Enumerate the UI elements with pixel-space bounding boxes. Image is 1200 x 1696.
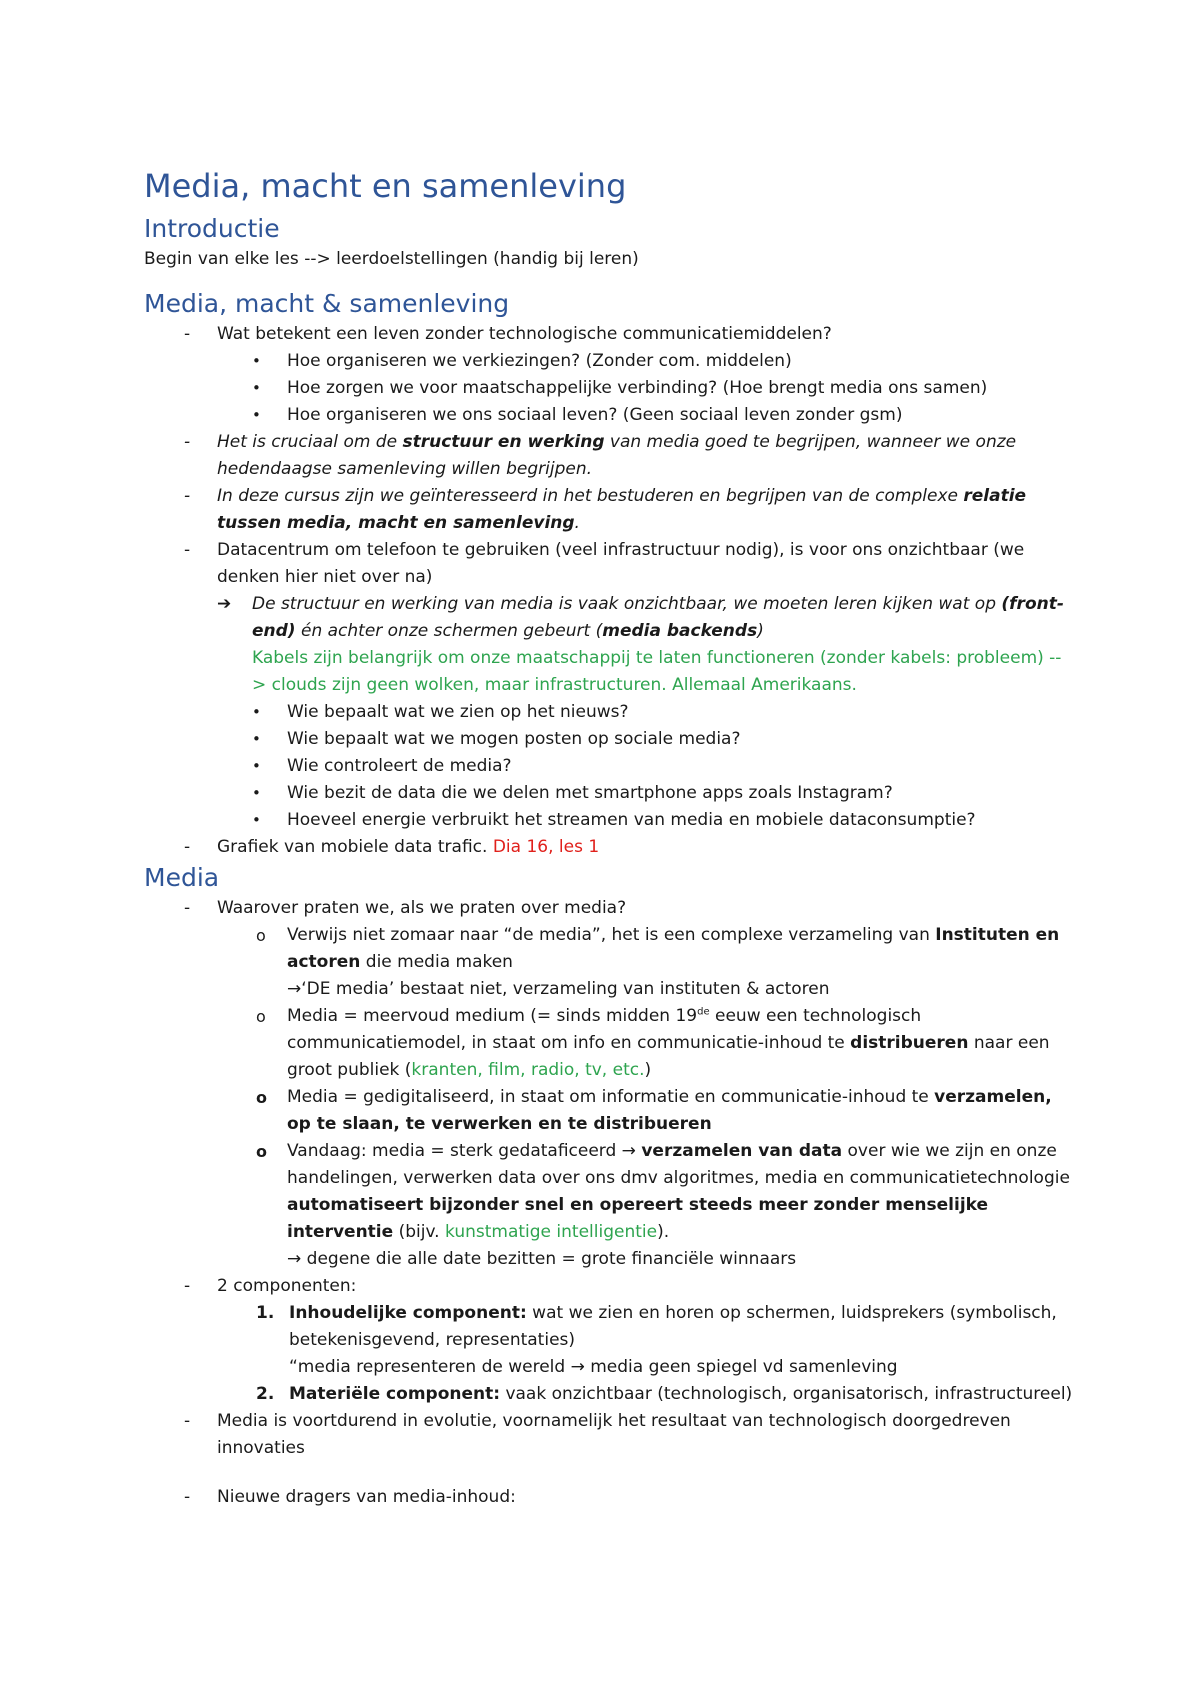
dash-marker: - bbox=[184, 324, 191, 344]
arrow-icon: → bbox=[570, 1357, 585, 1377]
arrow-item: ➔ De structuur en werking van media is vaak onzichtbaar, we moeten leren kijken wat op (front-end) én achter onze schermen gebeurt (media backends) bbox=[144, 591, 1074, 645]
bullet-icon: • bbox=[252, 784, 261, 802]
number-marker: 1. bbox=[256, 1303, 275, 1323]
numbered-item: 1. Inhoudelijke component: wat we zien en horen op schermen, luidsprekers (symbolisch, betekenisgevend, representaties) “media representeren de wereld → media geen spiegel vd samenleving bbox=[144, 1300, 1074, 1381]
list-item: - Het is cruciaal om de structuur en werking van media goed te begrijpen, wanneer we onze hedendaagse samenleving willen begrijpen. bbox=[144, 429, 1074, 483]
bullet-icon: • bbox=[252, 379, 261, 397]
bullet-icon: • bbox=[252, 703, 261, 721]
list-item: • Wie bepaalt wat we zien op het nieuws? bbox=[144, 699, 1074, 726]
slide-reference: Dia 16, les 1 bbox=[492, 837, 600, 857]
list-item: - Grafiek van mobiele data trafic. Dia 16, les 1 bbox=[144, 834, 1074, 861]
arrow-icon: → bbox=[287, 979, 302, 999]
bullet-icon: • bbox=[252, 730, 261, 748]
list-item: - Wat betekent een leven zonder technologische communicatiemiddelen? bbox=[144, 321, 1074, 348]
numbered-item: 2. Materiële component: vaak onzichtbaar (technologisch, organisatorisch, infrastructureel) bbox=[144, 1381, 1074, 1408]
circle-marker: o bbox=[256, 926, 266, 945]
list-item: • Hoe organiseren we verkiezingen? (Zonder com. middelen) bbox=[144, 348, 1074, 375]
list-item: • Hoeveel energie verbruikt het streamen van media en mobiele dataconsumptie? bbox=[144, 807, 1074, 834]
list-item: • Wie controleert de media? bbox=[144, 753, 1074, 780]
dash-marker: - bbox=[184, 540, 191, 560]
document-content bbox=[144, 166, 1074, 1511]
list-item: • Wie bepaalt wat we mogen posten op sociale media? bbox=[144, 726, 1074, 753]
dash-marker: - bbox=[184, 837, 191, 857]
arrow-icon: → bbox=[287, 1249, 302, 1269]
green-note: Kabels zijn belangrijk om onze maatschappij te laten functioneren (zonder kabels: probleem) --> clouds zijn geen wolken, maar infrastructuren. Allemaal Amerikaans. bbox=[252, 648, 1062, 695]
dash-marker: - bbox=[184, 898, 191, 918]
circle-marker: o bbox=[256, 1088, 267, 1107]
arrow-icon: → bbox=[621, 1141, 636, 1161]
list-item: - In deze cursus zijn we geïnteresseerd in het bestuderen en begrijpen van de complexe relatie tussen media, macht en samenleving. bbox=[144, 483, 1074, 537]
list-item: o Verwijs niet zomaar naar “de media”, het is een complexe verzameling van Instituten en actoren die media maken →‘DE media’ bestaat niet, verzameling van instituten & actoren bbox=[144, 922, 1074, 1003]
dash-marker: - bbox=[184, 1487, 191, 1507]
dash-marker: - bbox=[184, 1411, 191, 1431]
circle-marker: o bbox=[256, 1142, 267, 1161]
list-item: - Datacentrum om telefoon te gebruiken (veel infrastructuur nodig), is voor ons onzichtbaar (we denken hier niet over na) bbox=[144, 537, 1074, 591]
dash-marker: - bbox=[184, 486, 191, 506]
list-item: - Media is voortdurend in evolutie, voornamelijk het resultaat van technologisch doorgedreven innovaties bbox=[144, 1408, 1074, 1462]
page-title: Media, macht en samenleving bbox=[144, 167, 627, 205]
bullet-icon: • bbox=[252, 757, 261, 775]
list-item: o Media = meervoud medium (= sinds midden 19de eeuw een technologisch communicatiemodel, in staat om info en communicatie-inhoud te distribueren naar een groot publiek (kranten, film, radio, tv, etc.) bbox=[144, 1003, 1074, 1084]
number-marker: 2. bbox=[256, 1384, 275, 1404]
list-item: • Hoe organiseren we ons sociaal leven? (Geen sociaal leven zonder gsm) bbox=[144, 402, 1074, 429]
heading-introductie: Introductie bbox=[144, 214, 280, 243]
bullet-icon: • bbox=[252, 352, 261, 370]
heading-media-macht-samenleving: Media, macht & samenleving bbox=[144, 289, 510, 318]
dash-marker: - bbox=[184, 1276, 191, 1296]
list-item: - Waarover praten we, als we praten over media? bbox=[144, 895, 1074, 922]
circle-marker: o bbox=[256, 1007, 266, 1026]
list-item: - 2 componenten: bbox=[144, 1273, 1074, 1300]
list-item: • Wie bezit de data die we delen met smartphone apps zoals Instagram? bbox=[144, 780, 1074, 807]
intro-text: Begin van elke les --> leerdoelstellingen (handig bij leren) bbox=[144, 249, 639, 269]
list-item: • Hoe zorgen we voor maatschappelijke verbinding? (Hoe brengt media ons samen) bbox=[144, 375, 1074, 402]
bullet-icon: • bbox=[252, 406, 261, 424]
dash-marker: - bbox=[184, 432, 191, 452]
heading-media: Media bbox=[144, 863, 220, 892]
list-item: o Media = gedigitaliseerd, in staat om informatie en communicatie-inhoud te verzamelen, op te slaan, te verwerken en te distribueren bbox=[144, 1084, 1074, 1138]
arrow-icon: ➔ bbox=[217, 594, 232, 614]
list-item: o Vandaag: media = sterk gedataficeerd → verzamelen van data over wie we zijn en onze handelingen, verwerken data over ons dmv algoritmes, media en communicatietechnologie automatiseert bijzonder snel en opereert steeds meer zonder menselijke interventie (bijv. kunstmatige intelligentie). → degene die alle date bezitten = grote financiële winnaars bbox=[144, 1138, 1074, 1273]
bullet-icon: • bbox=[252, 811, 261, 829]
list-item: - Nieuwe dragers van media-inhoud: bbox=[144, 1484, 1074, 1511]
